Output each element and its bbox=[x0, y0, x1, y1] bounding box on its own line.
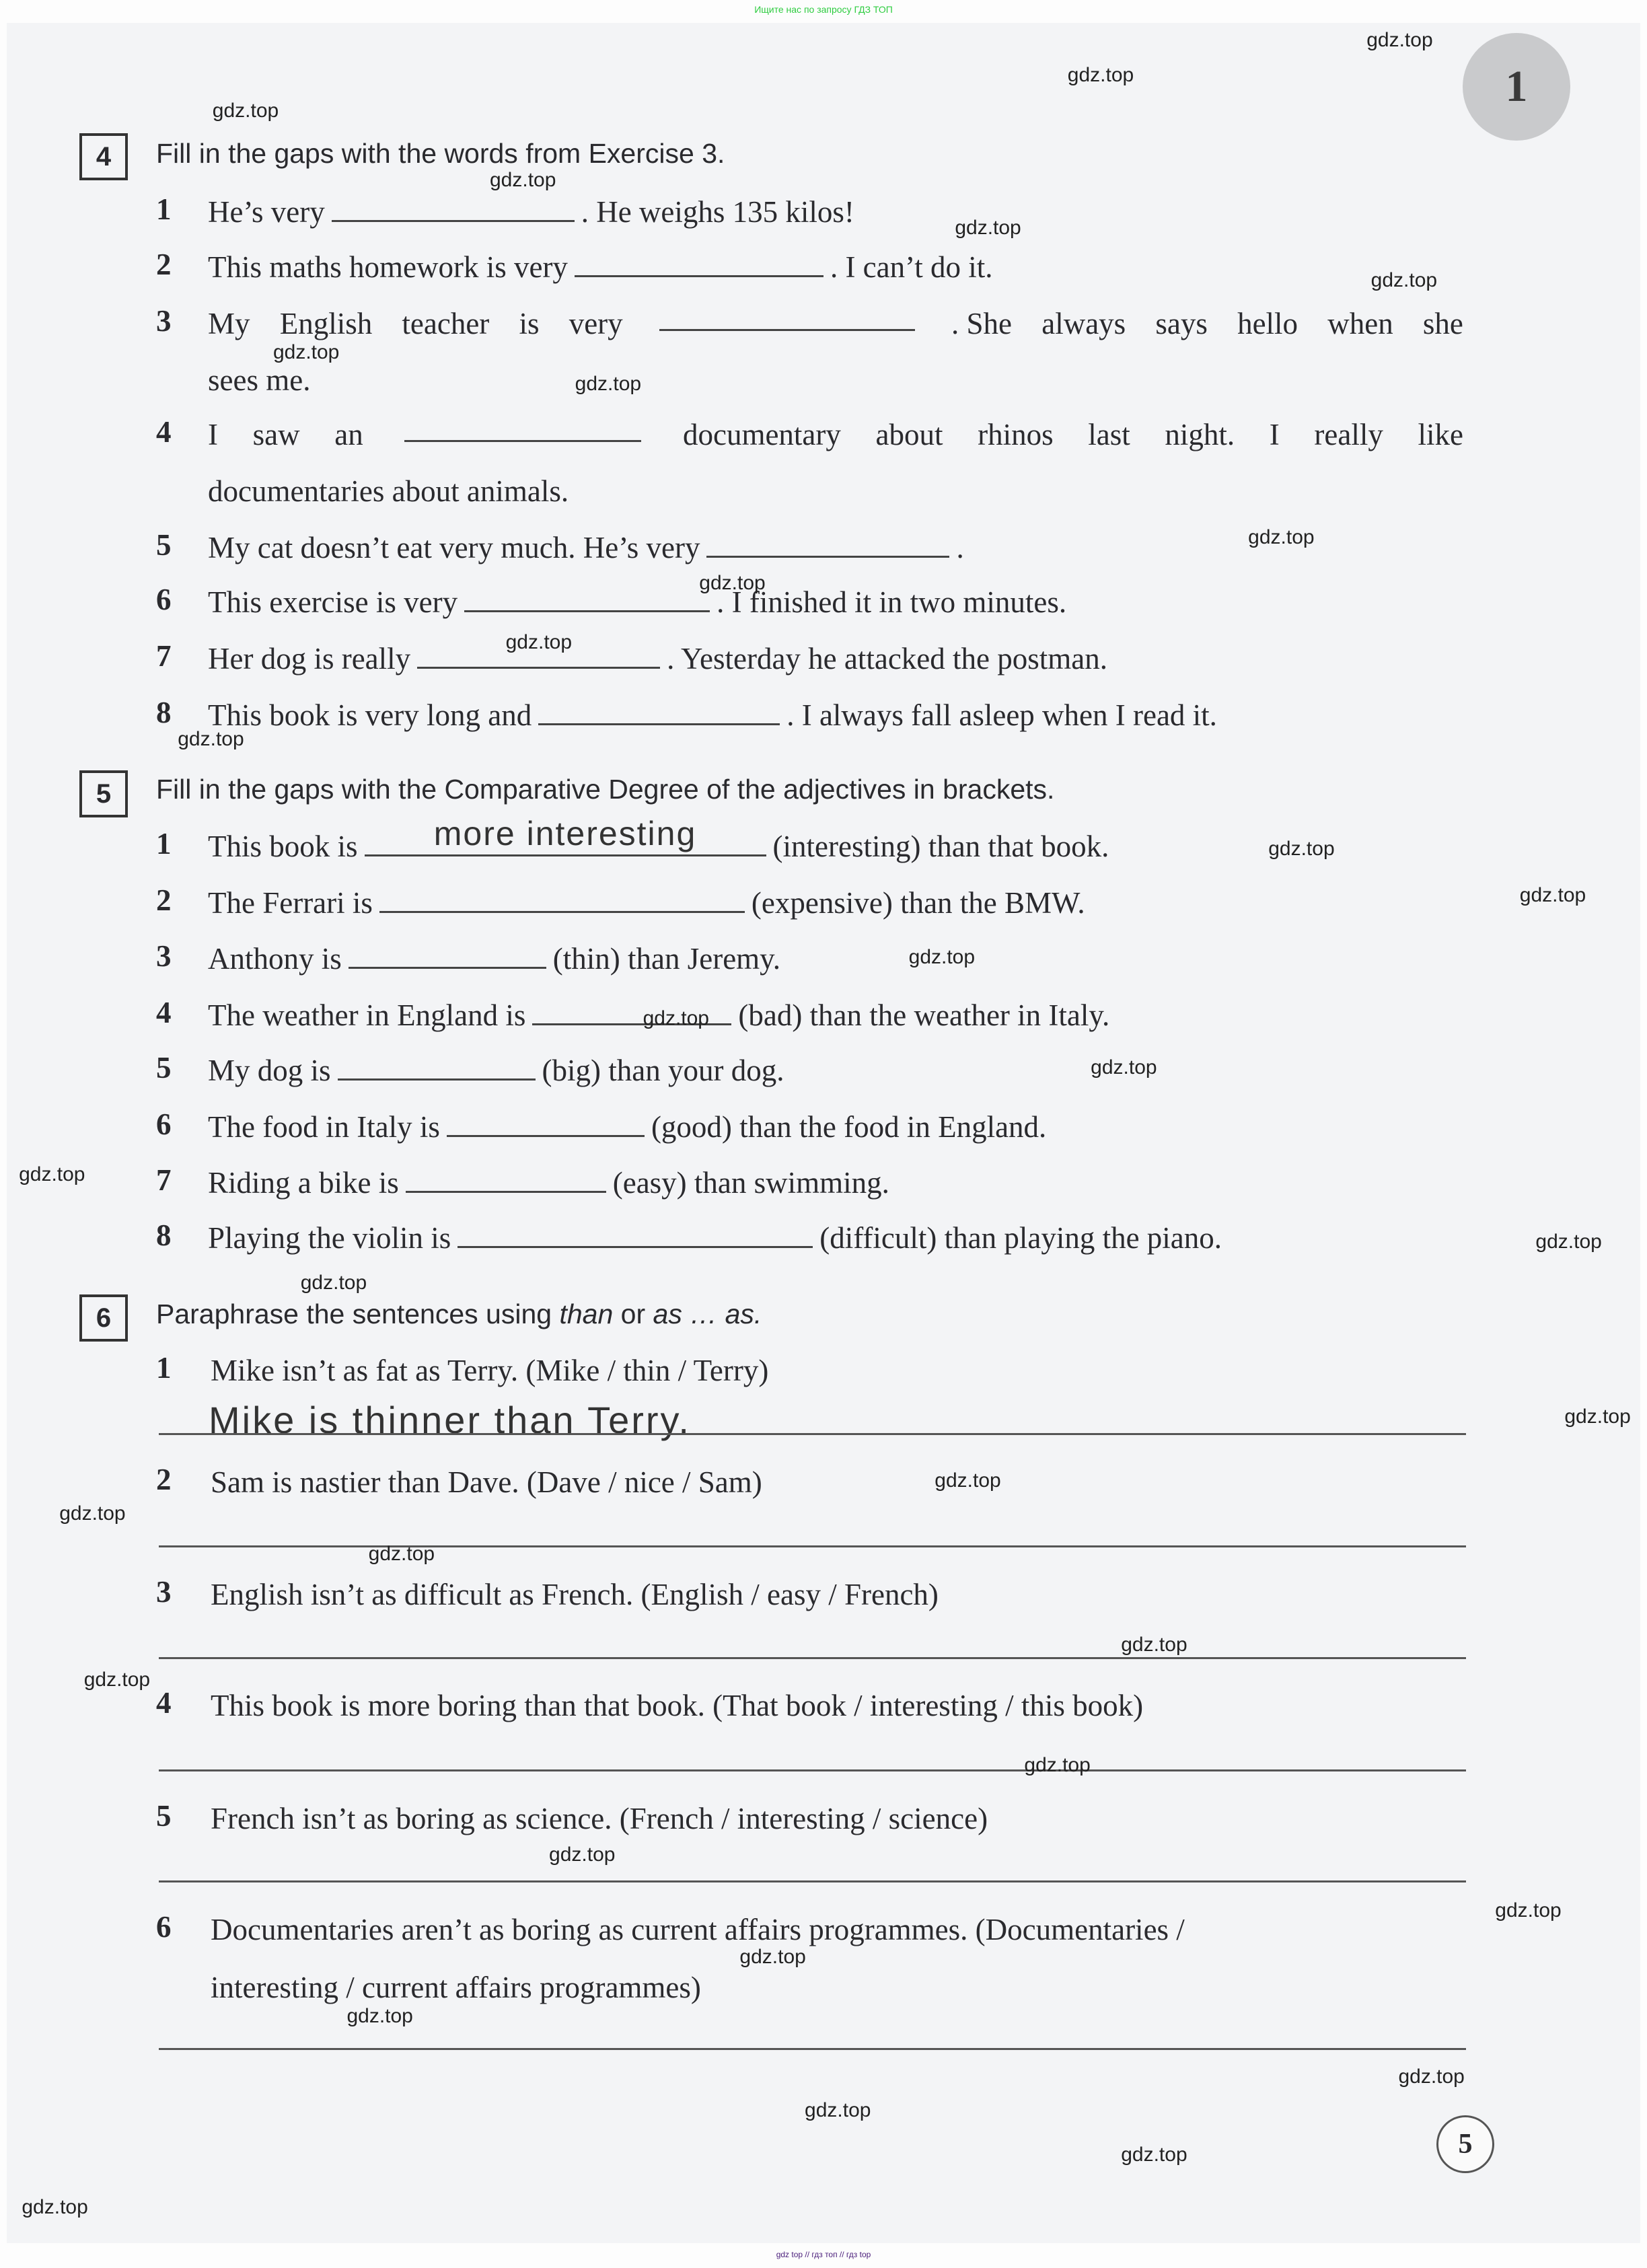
watermark: gdz.top bbox=[699, 572, 766, 595]
item-number: 2 bbox=[156, 248, 172, 281]
watermark: gdz.top bbox=[955, 217, 1021, 240]
watermark: gdz.top bbox=[549, 1843, 616, 1866]
watermark: gdz.top bbox=[1067, 63, 1134, 86]
watermark: gdz.top bbox=[83, 1668, 151, 1691]
item-number: 1 bbox=[156, 192, 172, 226]
exercise-4-item-5: My cat doesn’t eat very much. He’s very . bbox=[208, 531, 964, 564]
exercise-5-item-3: Anthony is (thin) than Jeremy. bbox=[208, 942, 780, 976]
watermark: gdz.top bbox=[489, 169, 556, 192]
answer-gap[interactable] bbox=[447, 1109, 645, 1137]
answer-gap[interactable] bbox=[404, 414, 641, 442]
exercise-5-item-7: Riding a bike is (easy) than swimming. bbox=[208, 1166, 889, 1200]
answer-gap[interactable] bbox=[464, 585, 710, 612]
item-number: 7 bbox=[156, 639, 172, 673]
answer-line[interactable] bbox=[159, 1433, 1466, 1435]
answer-line[interactable] bbox=[159, 1769, 1466, 1771]
watermark: gdz.top bbox=[575, 373, 642, 396]
answer-gap[interactable] bbox=[332, 194, 575, 222]
bottom-banner-note: gdz top // гдз топ // гдз top bbox=[776, 2250, 871, 2259]
exercise-4-item-1: He’s very . He weighs 135 kilos! bbox=[208, 195, 854, 229]
exercise-4-number: 4 bbox=[79, 133, 128, 180]
watermark: gdz.top bbox=[908, 946, 976, 969]
answer-gap[interactable] bbox=[365, 815, 766, 856]
answer-gap[interactable] bbox=[349, 941, 546, 969]
exercise-4-item-4: I saw an documentary about rhinos last night. I really like bbox=[208, 414, 1463, 455]
answer-line[interactable] bbox=[159, 1880, 1466, 1882]
watermark: gdz.top bbox=[300, 1271, 367, 1294]
exercise-5-number: 5 bbox=[79, 770, 128, 817]
item-number: 7 bbox=[156, 1163, 172, 1197]
item-number: 4 bbox=[156, 996, 172, 1029]
item-number: 6 bbox=[156, 1910, 172, 1944]
exercise-6-item-6-cont: interesting / current affairs programmes) bbox=[211, 1971, 701, 2004]
exercise-6-item-3: English isn’t as difficult as French. (English / easy / French) bbox=[211, 1578, 939, 1611]
exercise-4-item-3-cont: sees me. bbox=[208, 363, 311, 397]
item-number: 6 bbox=[156, 583, 172, 616]
exercise-4-instruction: Fill in the gaps with the words from Exercise 3. bbox=[156, 138, 725, 169]
item-number: 5 bbox=[156, 1051, 172, 1085]
watermark: gdz.top bbox=[505, 631, 573, 654]
watermark: gdz.top bbox=[368, 1543, 435, 1566]
answer-line[interactable] bbox=[159, 1545, 1466, 1547]
answer-gap[interactable] bbox=[406, 1165, 606, 1193]
item-number: 3 bbox=[156, 939, 172, 973]
watermark: gdz.top bbox=[178, 728, 244, 751]
item-number: 6 bbox=[156, 1107, 172, 1141]
exercise-4-item-2: This maths homework is very . I can’t do it. bbox=[208, 250, 993, 284]
exercise-4-item-4-cont: documentaries about animals. bbox=[208, 474, 569, 508]
watermark: gdz.top bbox=[1248, 525, 1315, 548]
item-number: 8 bbox=[156, 696, 172, 729]
answer-line[interactable] bbox=[159, 1657, 1466, 1659]
answer-gap[interactable] bbox=[338, 1053, 536, 1081]
item-number: 5 bbox=[156, 1799, 172, 1833]
item-number: 1 bbox=[156, 1351, 172, 1385]
answer-gap[interactable] bbox=[379, 885, 745, 913]
watermark: gdz.top bbox=[212, 100, 279, 122]
handwritten-answer: Mike is thinner than Terry. bbox=[209, 1399, 691, 1441]
exercise-6-number: 6 bbox=[79, 1294, 128, 1342]
exercise-6-item-4: This book is more boring than that book. (That book / interesting / this book) bbox=[211, 1689, 1144, 1722]
item-number: 8 bbox=[156, 1218, 172, 1252]
exercise-5-item-8: Playing the violin is (difficult) than playing the piano. bbox=[208, 1221, 1222, 1255]
exercise-5-item-4: The weather in England is (bad) than the weather in Italy. bbox=[208, 998, 1110, 1032]
exercise-5-item-5: My dog is (big) than your dog. bbox=[208, 1054, 784, 1087]
exercise-6-item-1: Mike isn’t as fat as Terry. (Mike / thin / Terry) bbox=[211, 1354, 769, 1387]
watermark: gdz.top bbox=[1564, 1405, 1631, 1428]
exercise-5-instruction: Fill in the gaps with the Comparative Degree of the adjectives in brackets. bbox=[156, 774, 1055, 805]
item-number: 2 bbox=[156, 1463, 172, 1496]
exercise-5-item-6: The food in Italy is (good) than the food in England. bbox=[208, 1110, 1047, 1144]
watermark: gdz.top bbox=[1535, 1231, 1602, 1253]
watermark: gdz.top bbox=[935, 1469, 1001, 1492]
answer-gap[interactable] bbox=[575, 250, 824, 277]
item-number: 3 bbox=[156, 304, 172, 338]
watermark: gdz.top bbox=[1091, 1056, 1157, 1078]
answer-gap[interactable] bbox=[458, 1220, 813, 1248]
unit-badge: 1 bbox=[1463, 33, 1570, 141]
exercise-6-item-5: French isn’t as boring as science. (French / interesting / science) bbox=[211, 1802, 988, 1835]
exercise-6-instruction: Paraphrase the sentences using than or as … as. bbox=[156, 1298, 762, 1329]
watermark: gdz.top bbox=[1024, 1753, 1091, 1776]
watermark: gdz.top bbox=[1398, 2065, 1465, 2088]
watermark: gdz.top bbox=[1366, 29, 1433, 52]
answer-gap[interactable] bbox=[659, 303, 915, 331]
exercise-5-item-2: The Ferrari is (expensive) than the BMW. bbox=[208, 886, 1085, 920]
watermark: gdz.top bbox=[1268, 838, 1335, 861]
exercise-4-item-6: This exercise is very . I finished it in two minutes. bbox=[208, 585, 1067, 619]
watermark: gdz.top bbox=[19, 1163, 85, 1185]
exercise-6-item-2: Sam is nastier than Dave. (Dave / nice / Sam) bbox=[211, 1465, 762, 1499]
exercise-4-item-8: This book is very long and . I always fall asleep when I read it. bbox=[208, 698, 1217, 732]
item-number: 4 bbox=[156, 1686, 172, 1720]
answer-gap[interactable] bbox=[706, 530, 949, 558]
exercise-5-item-1: This book is more interesting (interesting) than that book. bbox=[208, 815, 1109, 863]
item-number: 1 bbox=[156, 827, 172, 861]
watermark: gdz.top bbox=[272, 340, 340, 363]
exercise-6-item-6: Documentaries aren’t as boring as current affairs programmes. (Documentaries / bbox=[211, 1913, 1185, 1946]
item-number: 5 bbox=[156, 528, 172, 562]
handwritten-answer: more interesting bbox=[433, 815, 697, 852]
exercise-4-item-7: Her dog is really . Yesterday he attacked the postman. bbox=[208, 642, 1108, 675]
item-number: 2 bbox=[156, 883, 172, 917]
watermark: gdz.top bbox=[1121, 2144, 1187, 2166]
watermark: gdz.top bbox=[22, 2195, 88, 2218]
top-banner-note: Ищите нас по запросу ГДЗ ТОП bbox=[754, 4, 893, 15]
answer-line[interactable] bbox=[159, 2048, 1466, 2050]
item-number: 4 bbox=[156, 415, 172, 449]
watermark: gdz.top bbox=[346, 2005, 413, 2028]
watermark: gdz.top bbox=[739, 1946, 806, 1969]
watermark: gdz.top bbox=[1121, 1634, 1187, 1656]
exercise-4-item-3: My English teacher is very . She always says hello when she bbox=[208, 303, 1463, 344]
item-number: 3 bbox=[156, 1575, 172, 1609]
page-number: 5 bbox=[1436, 2115, 1494, 2173]
watermark: gdz.top bbox=[805, 2098, 871, 2121]
answer-gap[interactable] bbox=[538, 698, 780, 725]
watermark: gdz.top bbox=[1370, 268, 1438, 291]
watermark: gdz.top bbox=[1495, 1899, 1562, 1922]
watermark: gdz.top bbox=[59, 1502, 126, 1525]
watermark: gdz.top bbox=[1519, 884, 1586, 907]
watermark: gdz.top bbox=[643, 1007, 709, 1029]
